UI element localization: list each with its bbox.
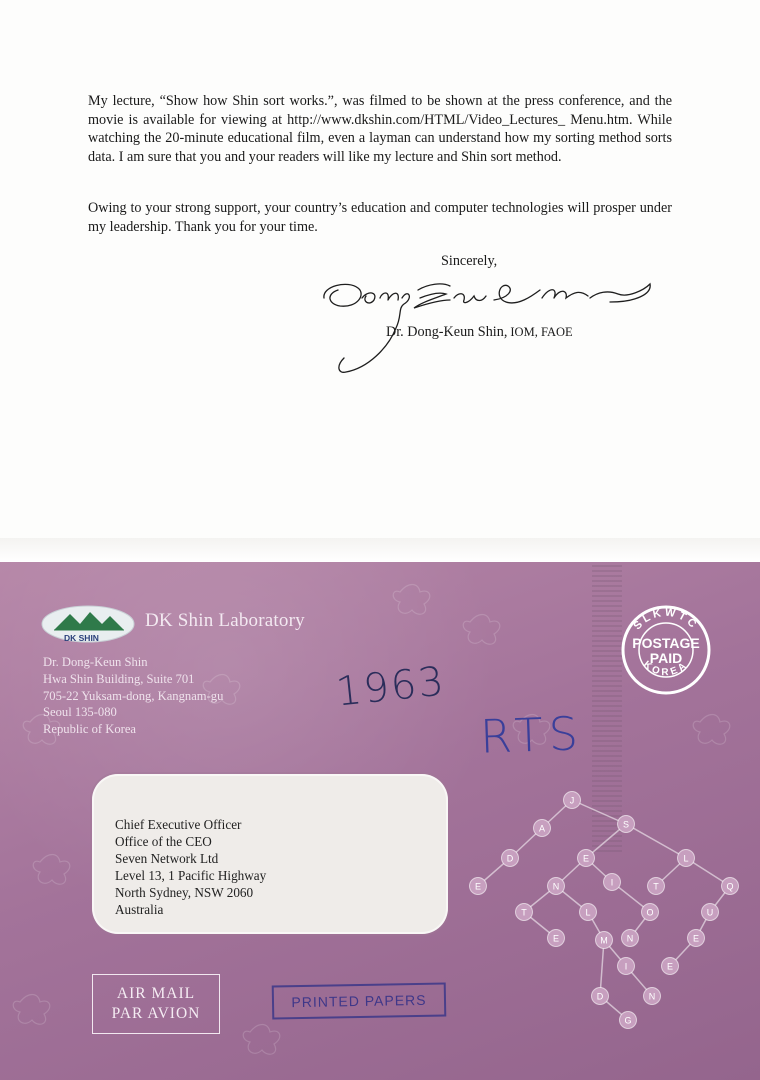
stamp-ring-bottom: KOREA bbox=[641, 659, 691, 679]
air-mail-label bbox=[92, 974, 220, 1034]
letter-closing: Sincerely, bbox=[441, 253, 498, 269]
handwritten-rts-note: RTS bbox=[479, 706, 585, 764]
par-avion-line: PAR AVION bbox=[111, 1005, 201, 1022]
sender-line: Seoul 135-080 bbox=[43, 705, 117, 720]
tree-node-letter: E bbox=[474, 881, 482, 892]
tree-node-letter: D bbox=[506, 853, 514, 864]
air-mail-line: AIR MAIL bbox=[116, 985, 196, 1002]
sort-tree-diagram bbox=[460, 762, 760, 1080]
stamp-line-1: POSTAGE bbox=[632, 635, 700, 651]
tree-node-letter: I bbox=[624, 961, 628, 972]
recipient-line: Level 13, 1 Pacific Highway bbox=[115, 868, 267, 883]
logo-text: DK SHIN bbox=[64, 633, 99, 643]
letter-paragraph-2: Owing to your strong support, your country’s education and computer technologies will prosper under my leadership. Thank you for your time. bbox=[88, 200, 672, 235]
sender-line: Dr. Dong-Keun Shin bbox=[43, 655, 148, 669]
handwritten-number: 1963 bbox=[333, 658, 448, 716]
tree-node-letter: I bbox=[610, 877, 614, 888]
recipient-line: Seven Network Ltd bbox=[115, 851, 219, 866]
signer-name-text: Dr. Dong-Keun Shin, bbox=[386, 324, 508, 340]
sender-line: Hwa Shin Building, Suite 701 bbox=[43, 671, 195, 686]
signer-postnominals: IOM, FAOE bbox=[510, 325, 573, 339]
sender-line: Republic of Korea bbox=[43, 722, 137, 737]
tree-node-letter: M bbox=[600, 935, 608, 946]
tree-node-letter: G bbox=[624, 1015, 632, 1026]
tree-node-letter: U bbox=[706, 907, 714, 918]
svg-text:SLKWTC bbox=[631, 606, 700, 632]
tree-node-letter: N bbox=[648, 991, 656, 1002]
paper-fold-edge bbox=[0, 538, 760, 562]
sender-address bbox=[43, 654, 223, 738]
tree-node-letter: E bbox=[666, 961, 674, 972]
recipient-line: Chief Executive Officer bbox=[115, 817, 242, 832]
recipient-line: North Sydney, NSW 2060 bbox=[115, 885, 254, 900]
tree-node-letter: T bbox=[521, 907, 527, 918]
handwritten-signature bbox=[318, 268, 658, 378]
tree-node-letter: L bbox=[585, 907, 591, 918]
tree-node-letter: N bbox=[552, 881, 560, 892]
tree-node-letter: E bbox=[552, 933, 560, 944]
tree-edge bbox=[626, 824, 686, 858]
recipient-line: Office of the CEO bbox=[115, 834, 212, 849]
tree-node-letter: D bbox=[596, 991, 604, 1002]
tree-node-letter: O bbox=[646, 907, 654, 918]
tree-node-letter: J bbox=[569, 795, 575, 806]
tree-node-letter: L bbox=[683, 853, 689, 864]
tree-node-letter: T bbox=[653, 881, 659, 892]
printed-papers-stamp: PRINTED PAPERS bbox=[272, 982, 447, 1019]
envelope bbox=[0, 562, 760, 1080]
tree-node-letter: Q bbox=[726, 881, 734, 892]
stamp-label bbox=[620, 636, 712, 666]
tree-node-letter: E bbox=[692, 933, 700, 944]
tree-node-letter: S bbox=[622, 819, 630, 830]
tree-node-letter: A bbox=[538, 823, 546, 834]
signer-name bbox=[386, 324, 573, 341]
tree-node-letter: E bbox=[582, 853, 590, 864]
stamp-ring-top: SLKWTC bbox=[631, 606, 701, 633]
stamp-line-2: PAID bbox=[649, 650, 683, 666]
sender-line: 705-22 Yuksam-dong, Kangnam-gu bbox=[43, 688, 224, 703]
recipient-address bbox=[115, 816, 266, 918]
recipient-line: Australia bbox=[115, 902, 164, 917]
lab-name: DK Shin Laboratory bbox=[145, 610, 305, 631]
tree-node-letter: N bbox=[626, 933, 634, 944]
letter-paragraph-1: My lecture, “Show how Shin sort works.”, was filmed to be shown at the press conference, and the movie is available for viewing at http://www.dkshin.com/HTML/Video_Lectures_ Menu.htm. While watching the 20-minute educational film, even a layman can understand how my sorting method sorts data. I am sure that you and your readers will like my lecture and Shin sort method. bbox=[88, 93, 672, 165]
